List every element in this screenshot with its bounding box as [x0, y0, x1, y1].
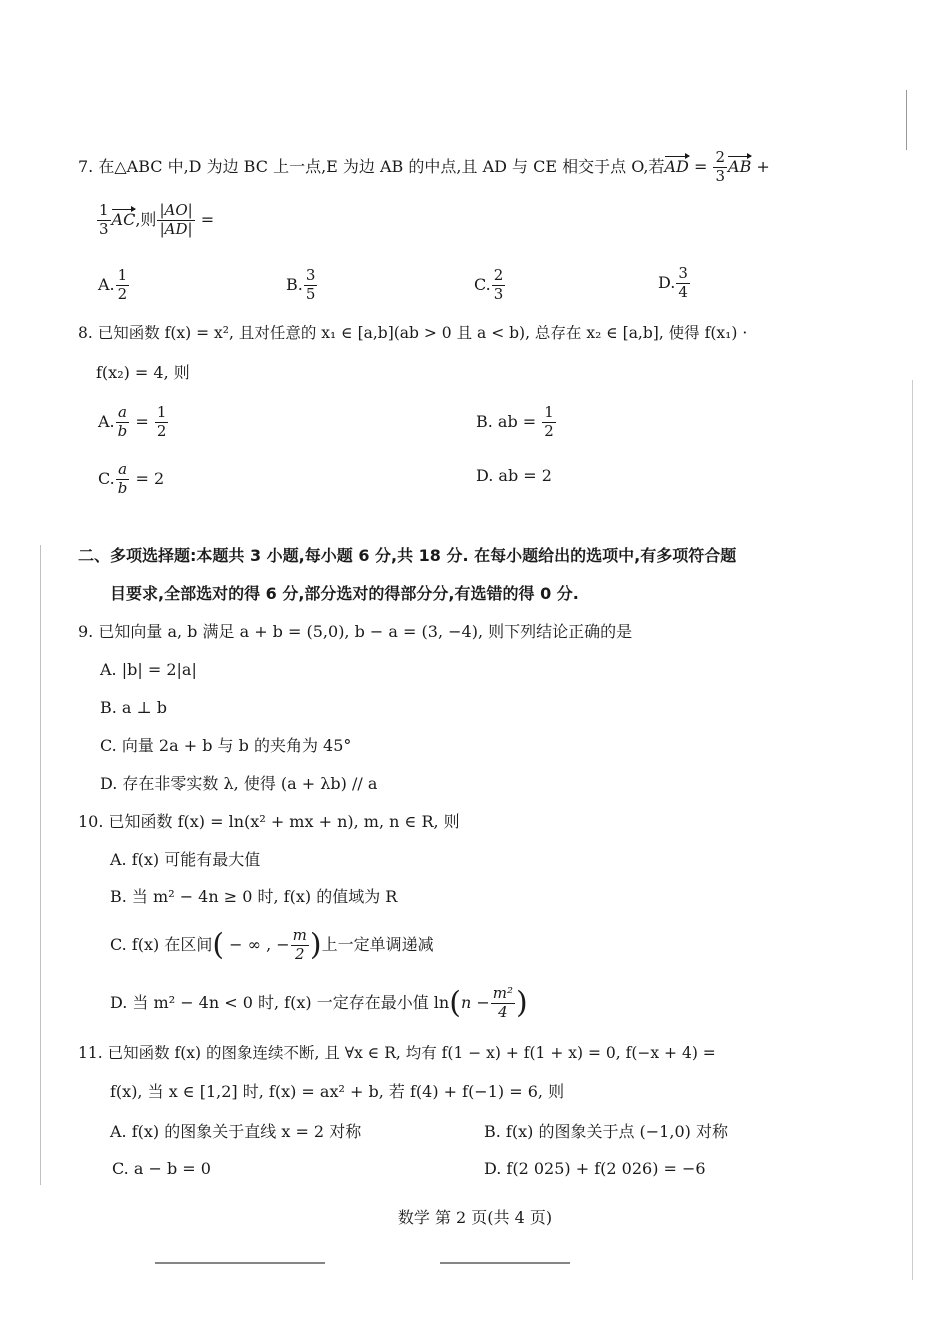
q10-option-a: A. f(x) 可能有最大值 — [110, 850, 261, 869]
scan-edge-right-lower — [912, 380, 913, 1280]
q8-stem2: f(x₂) = 4, 则 — [96, 363, 190, 382]
q10-option-d: D. 当 m² − 4n < 0 时, f(x) 一定存在最小值 ln(n − $\frac{\text{m²}}{4}$ ) — [110, 984, 528, 1021]
q11-option-a: A. f(x) 的图象关于直线 x = 2 对称 — [110, 1122, 362, 1141]
q10-option-b: B. 当 m² − 4n ≥ 0 时, f(x) 的值域为 R — [110, 887, 398, 906]
q11-stem2: f(x), 当 x ∈ [1,2] 时, f(x) = ax² + b, 若 f(4) + f(−1) = 6, 则 — [110, 1082, 565, 1101]
q8-option-c: C. $\frac{a}{b}$ = 2 — [98, 460, 165, 497]
q7-option-d: D. $\frac{3}{4}$ — [658, 264, 688, 301]
q7-stem: 7. 在△ABC 中,D 为边 BC 上一点,E 为边 AB 的中点,且 AD 与 CE 相交于点 O,若 — [78, 156, 665, 176]
q7-stem-line — [78, 150, 770, 185]
q7-eq: = — [688, 156, 713, 176]
scan-edge-left — [40, 545, 41, 1185]
q7-coef1: $\frac{2}{3}$ — [715, 148, 726, 185]
q7-ratio-eq: = — [195, 209, 215, 229]
q7-coef2: $\frac{1}{3}$ — [99, 201, 109, 238]
q7-stem-line2 — [96, 203, 214, 238]
section2-line2: 目要求,全部选对的得 6 分,部分选对的得部分分,有选错的得 0 分. — [110, 584, 579, 603]
q8-option-d: D. ab = 2 — [476, 466, 552, 485]
q8-stem: 8. 已知函数 f(x) = x², 且对任意的 x₁ ∈ [a,b](ab > 0 且 a < b), 总存在 x₂ ∈ [a,b], 使得 f(x₁) · — [78, 324, 748, 342]
scan-bottom-line-1 — [155, 1262, 325, 1264]
q8-option-b: B. ab = $\frac{1}{2}$ — [476, 403, 554, 440]
scan-bottom-line-2 — [440, 1262, 570, 1264]
scan-edge-right — [906, 90, 907, 150]
q7-plus: + — [751, 156, 770, 176]
q7-then: ,则 — [135, 209, 157, 229]
q10-stem: 10. 已知函数 f(x) = ln(x² + mx + n), m, n ∈ R, 则 — [78, 812, 460, 831]
q9-option-d: D. 存在非零实数 λ, 使得 (a + λb) // a — [100, 774, 378, 793]
page-footer: 数学 第 2 页(共 4 页) — [397, 1208, 553, 1227]
q7-option-c: C. $\frac{2}{3}$ — [474, 266, 504, 303]
q9-stem: 9. 已知向量 a, b 满足 a + b = (5,0), b − a = (3, −4), 则下列结论正确的是 — [78, 622, 633, 641]
q9-option-c: C. 向量 2a + b 与 b 的夹角为 45° — [100, 736, 352, 755]
q11-option-c: C. a − b = 0 — [112, 1159, 211, 1178]
q7-option-a: A. $\frac{1}{2}$ — [98, 266, 128, 303]
q11-option-d: D. f(2 025) + f(2 026) = −6 — [484, 1159, 706, 1178]
q7-vec-ad: AD — [664, 156, 689, 176]
q7-vec-ac: AC — [111, 209, 136, 229]
q7-vec-ab: AB — [728, 156, 752, 176]
q11-stem: 11. 已知函数 f(x) 的图象连续不断, 且 ∀x ∈ R, 均有 f(1 − x) + f(1 + x) = 0, f(−x + 4) = — [78, 1044, 716, 1062]
q7-option-b: B. $\frac{3}{5}$ — [286, 266, 316, 303]
q8-option-a: A. $\frac{a}{b}$ = $\frac{1}{2}$ — [98, 403, 167, 440]
q9-option-a: A. |b| = 2|a| — [100, 660, 197, 679]
q10-option-c: C. f(x) 在区间( − ∞ , − $\frac{m}{2}$ )上一定单调递减 — [110, 926, 434, 963]
section2-line1: 二、多项选择题:本题共 3 小题,每小题 6 分,共 18 分. 在每小题给出的选项中,有多项符合题 — [78, 546, 737, 565]
q7-ratio: $\frac{|AO|}{|AD|}$ — [159, 201, 193, 238]
q11-option-b: B. f(x) 的图象关于点 (−1,0) 对称 — [484, 1122, 728, 1141]
q9-option-b: B. a ⊥ b — [100, 698, 167, 717]
